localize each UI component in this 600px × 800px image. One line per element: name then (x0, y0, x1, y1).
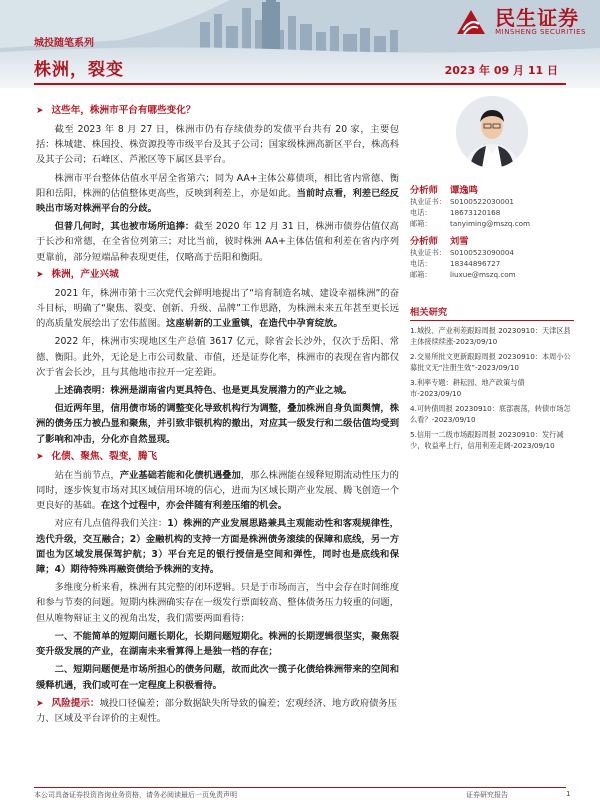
bold-run: 二、短期问题便是市场所担心的债务问题，故而此次一揽子化债给株洲带来的空间和缓释机遇，我们或可在一定程度上积极看待。 (36, 664, 399, 691)
footer-doc-type: 证券研究报告 (466, 791, 508, 799)
section-heading (36, 450, 399, 464)
field-label: 邮箱： (410, 270, 432, 279)
report-date: 2023 年 09 月 11 日 (444, 64, 558, 77)
paragraph (36, 286, 399, 332)
analyst-label: 分析师 (410, 185, 438, 196)
analyst-cert (410, 196, 574, 207)
paragraph (36, 629, 399, 659)
section-title: 这些年，株洲市平台有哪些变化？ (51, 105, 196, 116)
paragraph (36, 171, 399, 217)
bold-run: 但普几何时，其也被市场所追捧： (54, 221, 195, 233)
paragraph (36, 219, 399, 265)
arrow-bullet-icon: ➤ (36, 451, 44, 462)
analyst-photo (456, 96, 528, 168)
related-research-link[interactable]: 1.城投、产业利差跟踪周报 20230910：天津区县主体接续续涨-2023/09/10 (410, 326, 571, 346)
text-run: 2022 年，株洲市实现地区生产总值 3617 亿元，除省会长沙外，仅次于岳阳、常德、衡阳。此外，无论是上市公司数量、市值，还是证券化率，株洲市的表现在省内都仅次于省会长沙，且与其他地市拉开一定差距。 (36, 336, 399, 378)
field-label: 电话： (410, 208, 432, 217)
footer-divider (34, 787, 566, 788)
report-series: 城投随笔系列 (34, 38, 94, 49)
paragraph (36, 334, 399, 380)
text-run: 对应有几点值得我们关注： (54, 518, 168, 530)
related-research-link[interactable]: 3.利率专题：耕耘园、地产政策与债市-2023/09/10 (410, 378, 525, 398)
analyst-email (410, 218, 574, 229)
paragraph (36, 516, 399, 577)
page-header (0, 0, 600, 88)
risk-heading (36, 696, 399, 726)
field-value[interactable]: liuxue@mszq.com (450, 270, 516, 279)
avatar-icon (456, 96, 528, 168)
analyst-card (410, 182, 574, 229)
sidebar (410, 96, 574, 451)
related-research-link[interactable]: 2.交易所批文更新跟踪周报 20230910：本周小公募批文无“注册生效”-2023/09/10 (410, 352, 571, 372)
minsheng-logo-icon (453, 6, 489, 38)
risk-text: 城投口径偏差；部分数据缺失所导致的偏差；宏观经济、地方政府债务压力、区域及平台评价的主观性。 (36, 697, 398, 724)
analyst-card (410, 233, 574, 280)
related-research-link[interactable]: 5.信用一二级市场跟踪周报 20230910：发行减少，收益率上行，信用利差走阔-2023/09/10 (410, 430, 564, 450)
bold-run: 1）株洲的产业发展思路兼具主观能动性和客观规律性，迭代升级，交互融合；2）金融机构的支持一方面是株洲债务滚续的保障和底线，另一方面也为区域发展保驾护航；3）平台充足的银行授信是空间和弹性，同时也是底线和保障；4）期待特殊再融资债给予株洲的支持。 (36, 518, 399, 576)
arrow-bullet-icon: ➤ (36, 106, 44, 116)
paragraph (36, 122, 399, 168)
section-title: 风险提示： (51, 697, 100, 709)
section-heading (36, 104, 399, 118)
field-value: S0100522030001 (450, 197, 515, 206)
paragraph (36, 580, 399, 626)
related-research-link[interactable]: 4.可转债周报 20230910：底部震荡，转债市场怎么看？-2023/09/10 (410, 404, 571, 424)
field-value: S0100523090004 (450, 248, 515, 257)
analyst-name: 谭逸鸣 (450, 185, 478, 196)
report-body (36, 104, 399, 730)
page-number: 1 (566, 790, 571, 798)
header-divider (34, 83, 566, 85)
analyst-phone (410, 207, 574, 218)
paragraph (36, 468, 399, 514)
field-label: 执业证书： (410, 248, 446, 257)
bold-run: 上述确表明：株洲是湖南省内更具特色、也是更具发展潜力的产业之城。 (54, 385, 353, 397)
brand-name-cn: 民生证券 (495, 5, 580, 30)
text-run: 截至 2020 年 12 月 31 日，株洲市债券估值仅高于长沙和常德，在全省位列第三；对比当前，彼时株洲 AA+主体估值和利差在省内序列更靠前，部分短端品种表现更佳，仅略高于岳阳和衡阳。 (36, 221, 399, 263)
arrow-bullet-icon: ➤ (36, 269, 44, 280)
text-run: 截至 2023 年 8 月 27 日，株洲市仍有存续债券的发债平台共有 20 家，主要包括：株城建、株国投、株资源投等市级平台及其子公司；国家级株洲高新区平台，株高科及其子公司；石峰区、芦淞区等下属区县平台。 (36, 124, 399, 166)
analyst-header (410, 233, 574, 247)
field-label: 电话： (410, 259, 432, 268)
field-value: 18344896727 (450, 259, 501, 268)
analyst-email (410, 269, 574, 280)
footer-disclaimer: 本公司具备证券投资咨询业务资格，请务必阅读最后一页免责声明 (34, 791, 237, 799)
text-run: 站在当前节点， (54, 469, 120, 481)
report-title: 株洲，裂变 (34, 60, 124, 80)
brand-logo (453, 6, 586, 38)
bold-run: 当前时点看，利差已经反映出市场对株洲平台的分歧。 (36, 187, 399, 215)
text-run: 株洲市平台整体估值水平居全省第六；同为 AA+主体公募债项，相比省内常德、衡阳和岳阳，株洲的估值整体更高些，反映到利差上，亦是如此。 (36, 172, 399, 199)
related-research-title: 相关研究 (410, 304, 574, 321)
arrow-bullet-icon: ➤ (36, 698, 44, 709)
bold-run: 一、不能简单的短期问题长期化，长期问题短期化。株洲的长期逻辑很坚实，聚焦裂变升级发展的产业，在湖南未来看算得上是独一档的存在； (36, 630, 399, 658)
text-run: 2021 年，株洲市第十三次党代会鲜明地提出了“培育制造名城、建设幸福株洲”的奋斗目标，明确了“聚焦、裂变、创新、升级、品牌”工作思路，为株洲未来五年甚至更长远的高质量发展绘出了宏伟蓝图。 (36, 287, 399, 330)
section-heading (36, 268, 399, 282)
section-title: 化债、聚焦、裂变，腾飞 (51, 450, 158, 462)
bold-run: 在这个过程中，亦会伴随有利差压缩的机会。 (101, 500, 288, 512)
analyst-phone (410, 258, 574, 269)
paragraph (36, 383, 399, 398)
field-label: 邮箱： (410, 219, 432, 228)
field-label: 执业证书： (410, 197, 446, 206)
paragraph (36, 401, 399, 447)
analyst-cert (410, 247, 574, 258)
bold-run: 这座崭新的工业重镇，在造代中孕育绽放。 (166, 318, 343, 330)
analyst-name: 刘雪 (450, 236, 469, 247)
text-run: 多维度分析来看，株洲有其完整的闭环逻辑。只是于市场而言，当中会存在时间维度和参与节奏的问题。短期内株洲确实存在一级发行票面较高、整体债务压力较重的问题，但从唯物辩证主义的视角出发，我们需要两面看待： (36, 582, 399, 624)
section-title: 株洲，产业兴城 (51, 268, 119, 280)
field-value[interactable]: tanyiming@mszq.com (450, 219, 531, 228)
field-value: 18673120168 (450, 208, 501, 217)
bold-run: 产业基础若能和化债机遇叠加 (119, 469, 241, 481)
text-run: ，那么株洲能在缓释短期流动性压力的同时，逐步恢复市场对其区域信用环境的信心，进而为区域长期产业发展、腾飞创造一个更良好的基础。 (36, 469, 399, 512)
analyst-label: 分析师 (410, 236, 438, 247)
bold-run: 但近两年里，信用债市场的调整变化导致机构行为调整，叠加株洲自身负面舆情，株洲的债务压力被凸显和聚焦，并引致非银机构的撤出，对应其一级发行和二级估值均受到了影响和冲击，分化亦自然显现。 (36, 403, 399, 445)
brand-name-en: MINSHENG SECURITIES (495, 27, 586, 36)
analyst-header (410, 182, 574, 196)
paragraph (36, 662, 399, 692)
